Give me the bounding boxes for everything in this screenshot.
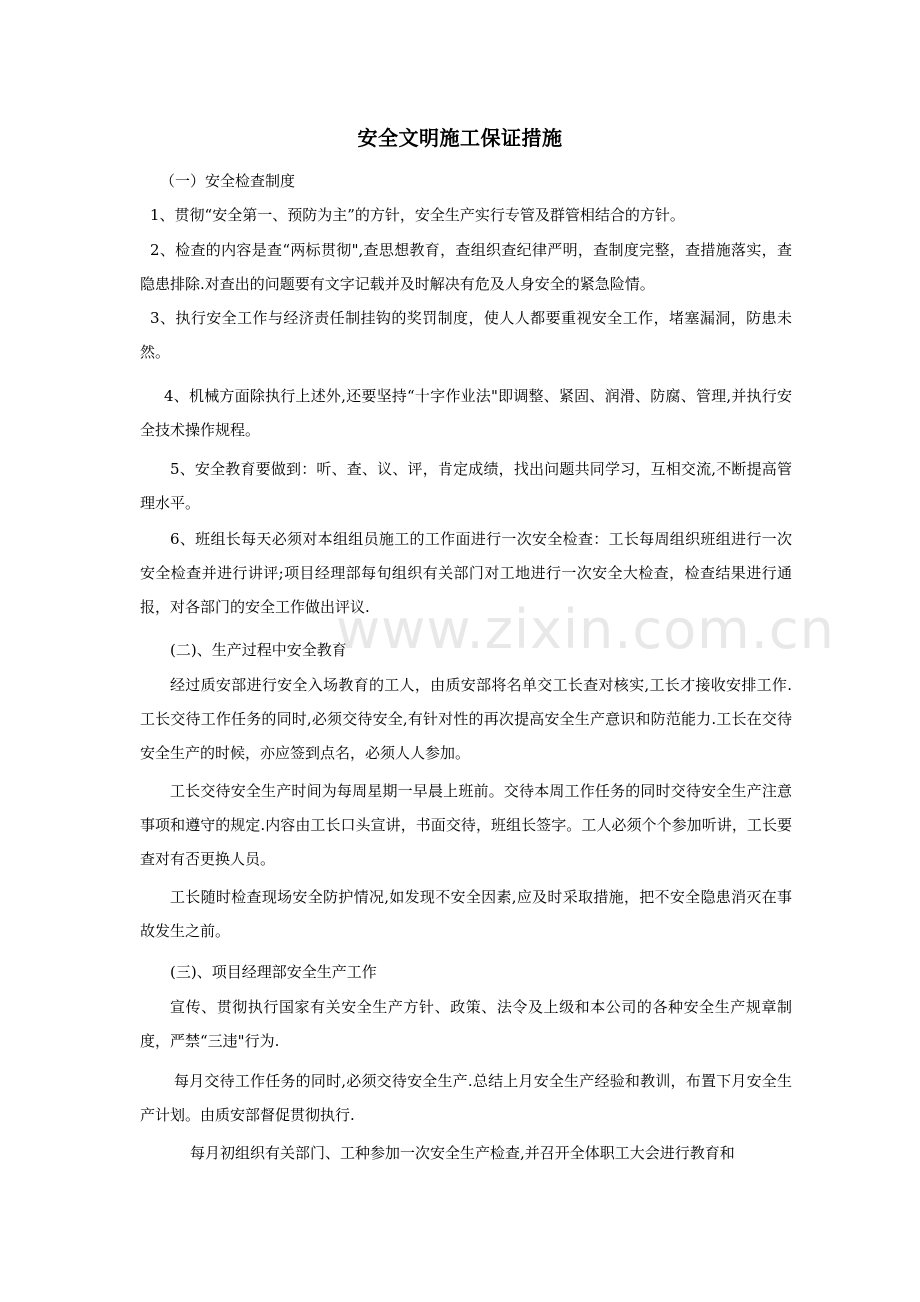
- paragraph-7: 经过质安部进行安全入场教育的工人，由质安部将名单交工长查对核实,工长才接收安排工作.工长交待工作任务的同时,必须交待安全,有针对性的再次提高安全生产意识和防范能力.工长在交待安全生产的时候，亦应签到点名，必须人人参加。: [140, 676, 792, 762]
- paragraph-9: 工长随时检查现场安全防护情况,如发现不安全因素,应及时采取措施，把不安全隐患消灭在事故发生之前。: [140, 888, 792, 940]
- paragraph-2: 2、检查的内容是查“两标贯彻",查思想教育，查组织查纪律严明，查制度完整，查措施落实，查隐患排除.对查出的问题要有文字记载并及时解决有危及人身安全的紧急险情。: [140, 241, 792, 293]
- paragraph-11: 每月交待工作任务的同时,必须交待安全生产.总结上月安全生产经验和教训，布置下月安全生产计划。由质安部督促贯彻执行.: [140, 1072, 792, 1124]
- document-title: 安全文明施工保证措施: [357, 126, 563, 150]
- paragraph-8: 工长交待安全生产时间为每周星期一早晨上班前。交待本周工作任务的同时交待安全生产注意事项和遵守的规定.内容由工长口头宣讲，书面交待，班组长签字。工人必须个个参加听讲，工长要查对有否更换人员。: [140, 782, 792, 868]
- section-heading-2: (二)、生产过程中安全教育: [170, 641, 347, 659]
- paragraph-12: 每月初组织有关部门、工种参加一次安全生产检查,并召开全体职工大会进行教育和: [190, 1144, 735, 1162]
- paragraph-1: 1、贯彻“安全第一、预防为主”的方针，安全生产实行专管及群管相结合的方针。: [150, 206, 685, 224]
- paragraph-5: 5、安全教育要做到：听、查、议、评，肯定成绩，找出问题共同学习，互相交流,不断提高管理水平。: [140, 460, 792, 512]
- paragraph-3: 3、执行安全工作与经济责任制挂钩的奖罚制度，使人人都要重视安全工作，堵塞漏洞，防患未然。: [140, 309, 792, 361]
- watermark: www.zixin.com.cn: [336, 598, 835, 661]
- paragraph-6: 6、班组长每天必须对本组组员施工的工作面进行一次安全检查：工长每周组织班组进行一次安全检查并进行讲评;项目经理部每旬组织有关部门对工地进行一次安全大检查，检查结果进行通报，对各部门的安全工作做出评议.: [140, 530, 792, 616]
- section-heading-3: (三)、项目经理部安全生产工作: [170, 963, 377, 981]
- paragraph-10: 宣传、贯彻执行国家有关安全生产方针、政策、法令及上级和本公司的各种安全生产规章制度，严禁“三违"行为.: [140, 998, 792, 1050]
- section-heading-1: （一）安全检查制度: [160, 172, 296, 190]
- paragraph-4: 4、机械方面除执行上述外,还要坚持“十字作业法"即调整、紧固、润滑、防腐、管理,并执行安全技术操作规程。: [140, 387, 792, 439]
